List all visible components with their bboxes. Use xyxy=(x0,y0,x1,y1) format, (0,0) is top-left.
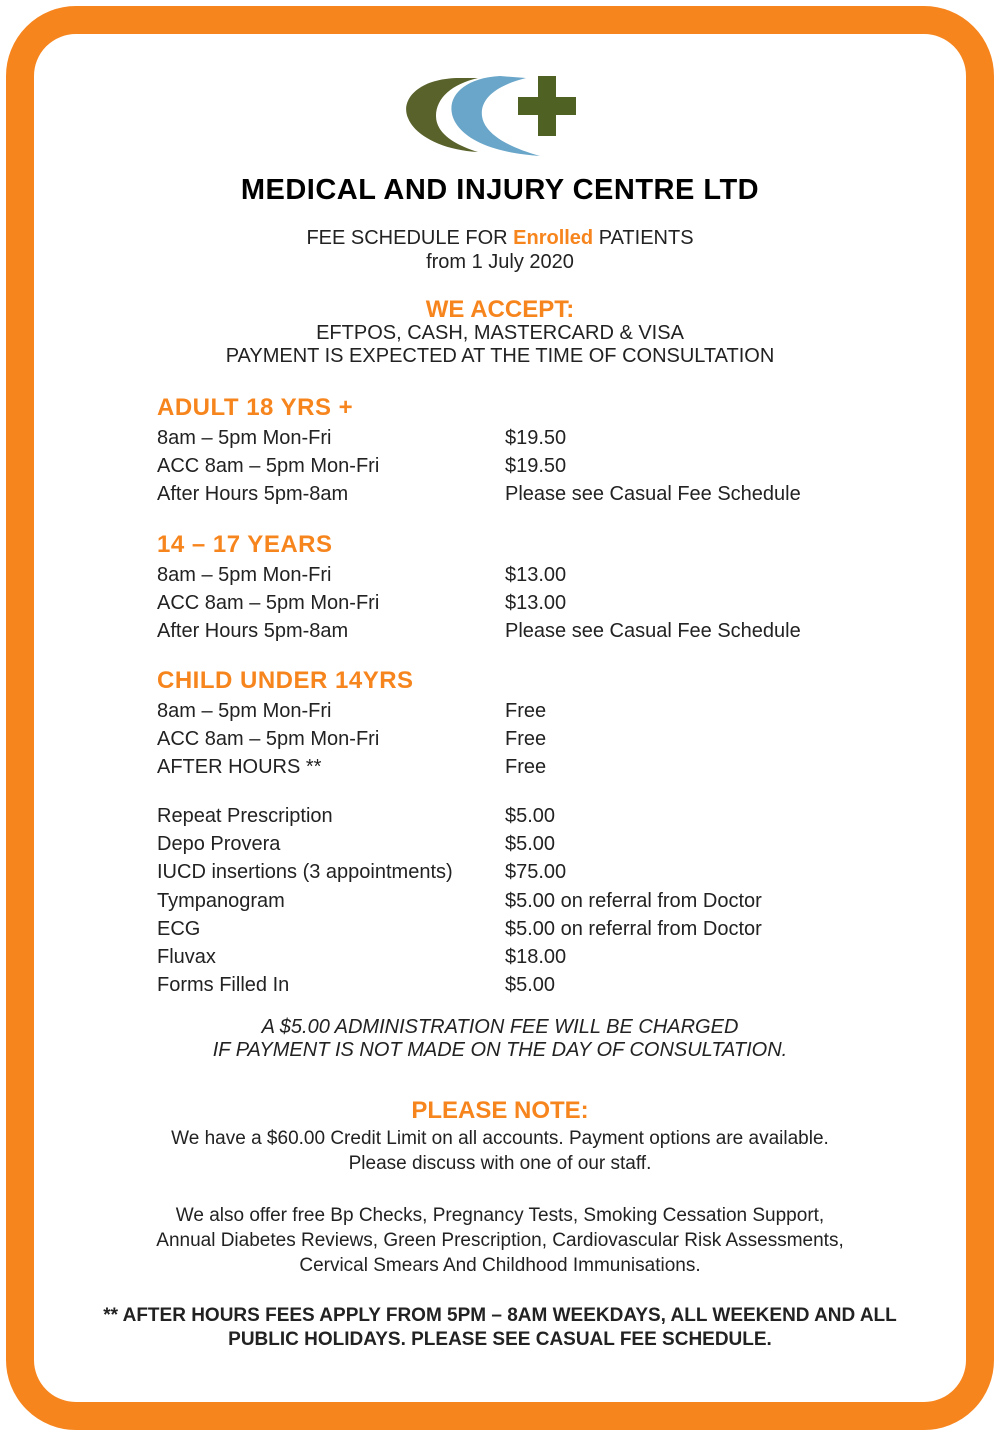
fee-list-adult xyxy=(157,424,857,509)
fee-value: $5.00 xyxy=(505,974,556,997)
credit-limit-note xyxy=(0,1126,1000,1176)
fee-label: ECG xyxy=(157,917,201,940)
section-heading-adult: ADULT 18 YRS + xyxy=(157,394,354,421)
fee-label: 8am – 5pm Mon-Fri xyxy=(157,700,332,722)
fee-schedule-enrolled: Enrolled xyxy=(513,227,594,249)
fee-label: IUCD insertions (3 appointments) xyxy=(157,861,453,884)
admin-fee-line1: A $5.00 ADMINISTRATION FEE WILL BE CHARGED xyxy=(261,1016,739,1038)
free-services-line3: Cervical Smears And Childhood Immunisations. xyxy=(299,1255,701,1276)
fee-value: $13.00 xyxy=(505,564,567,586)
payment-expectation: PAYMENT IS EXPECTED AT THE TIME OF CONSULTATION xyxy=(225,345,775,367)
after-hours-line1: ** AFTER HOURS FEES APPLY FROM 5PM – 8AM WEEKDAYS, ALL WEEKEND AND ALL xyxy=(103,1305,897,1326)
section-heading-teen: 14 – 17 YEARS xyxy=(157,531,333,558)
credit-limit-line2: Please discuss with one of our staff. xyxy=(348,1153,652,1174)
fee-label: Repeat Prescription xyxy=(157,805,333,827)
we-accept-text xyxy=(0,322,1000,368)
fee-value: $19.50 xyxy=(505,455,567,478)
clinic-title: MEDICAL AND INJURY CENTRE LTD xyxy=(240,174,760,206)
admin-fee-line2: IF PAYMENT IS NOT MADE ON THE DAY OF CONSULTATION. xyxy=(212,1039,788,1061)
fee-value: Please see Casual Fee Schedule xyxy=(505,483,801,506)
fee-label: After Hours 5pm-8am xyxy=(157,620,349,643)
payment-methods: EFTPOS, CASH, MASTERCARD & VISA xyxy=(316,322,684,344)
credit-limit-line1: We have a $60.00 Credit Limit on all accounts. Payment options are available. xyxy=(171,1128,829,1149)
fee-value: Please see Casual Fee Schedule xyxy=(505,620,801,643)
fee-value: Free xyxy=(505,728,547,751)
fee-row xyxy=(157,971,857,999)
fee-label: After Hours 5pm-8am xyxy=(157,483,349,506)
after-hours-footer xyxy=(0,1304,1000,1352)
section-heading-child: CHILD UNDER 14YRS xyxy=(157,667,414,694)
fee-label: 8am – 5pm Mon-Fri xyxy=(157,564,332,586)
fee-row xyxy=(157,480,857,508)
effective-date: from 1 July 2020 xyxy=(426,251,574,273)
please-note-heading: PLEASE NOTE: xyxy=(411,1097,589,1124)
free-services-line2: Annual Diabetes Reviews, Green Prescription, Cardiovascular Risk Assessments, xyxy=(156,1230,844,1251)
fee-list-teen xyxy=(157,561,857,646)
fee-value: $5.00 on referral from Doctor xyxy=(505,889,762,912)
fee-label: ACC 8am – 5pm Mon-Fri xyxy=(157,728,380,751)
fee-label: Depo Provera xyxy=(157,833,281,856)
fee-label: ACC 8am – 5pm Mon-Fri xyxy=(157,455,380,478)
fee-list-extras xyxy=(157,802,857,999)
free-services-note xyxy=(0,1203,1000,1278)
logo-blue-crescent xyxy=(451,76,540,156)
fee-value: $18.00 xyxy=(505,945,567,968)
fee-row xyxy=(157,830,857,858)
fee-value: $5.00 xyxy=(505,833,556,856)
fee-row xyxy=(157,697,857,725)
fee-label: Fluvax xyxy=(157,945,216,968)
fee-label: ACC 8am – 5pm Mon-Fri xyxy=(157,592,380,615)
fee-row xyxy=(157,753,857,781)
fee-list-child xyxy=(157,697,857,782)
fee-value: Free xyxy=(505,700,547,722)
logo-cross-horizontal xyxy=(518,97,576,115)
fee-value: $13.00 xyxy=(505,592,567,615)
after-hours-line2: PUBLIC HOLIDAYS. PLEASE SEE CASUAL FEE SCHEDULE. xyxy=(228,1329,772,1350)
fee-label: Tympanogram xyxy=(157,889,285,912)
fee-row xyxy=(157,915,857,943)
fee-value: $19.50 xyxy=(505,427,567,449)
fee-row xyxy=(157,802,857,830)
fee-row xyxy=(157,887,857,915)
fee-value: $75.00 xyxy=(505,861,567,884)
fee-row xyxy=(157,424,857,452)
fee-label: Forms Filled In xyxy=(157,974,290,997)
admin-fee-notice xyxy=(0,1016,1000,1062)
fee-row xyxy=(157,452,857,480)
fee-row xyxy=(157,561,857,589)
fee-row xyxy=(157,725,857,753)
fee-row xyxy=(157,858,857,886)
fee-value: $5.00 on referral from Doctor xyxy=(505,917,762,940)
fee-schedule-prefix: FEE SCHEDULE FOR xyxy=(306,227,514,249)
fee-schedule-suffix: PATIENTS xyxy=(593,227,694,249)
fee-row xyxy=(157,589,857,617)
medical-cross-logo-icon xyxy=(400,70,590,160)
we-accept-heading: WE ACCEPT: xyxy=(425,296,575,323)
fee-schedule-heading xyxy=(0,226,1000,274)
free-services-line1: We also offer free Bp Checks, Pregnancy Tests, Smoking Cessation Support, xyxy=(175,1205,825,1226)
fee-value: $5.00 xyxy=(505,805,556,827)
fee-row xyxy=(157,943,857,971)
fee-label: AFTER HOURS ** xyxy=(157,756,322,779)
fee-label: 8am – 5pm Mon-Fri xyxy=(157,427,332,449)
fee-value: Free xyxy=(505,756,547,779)
fee-row xyxy=(157,617,857,645)
